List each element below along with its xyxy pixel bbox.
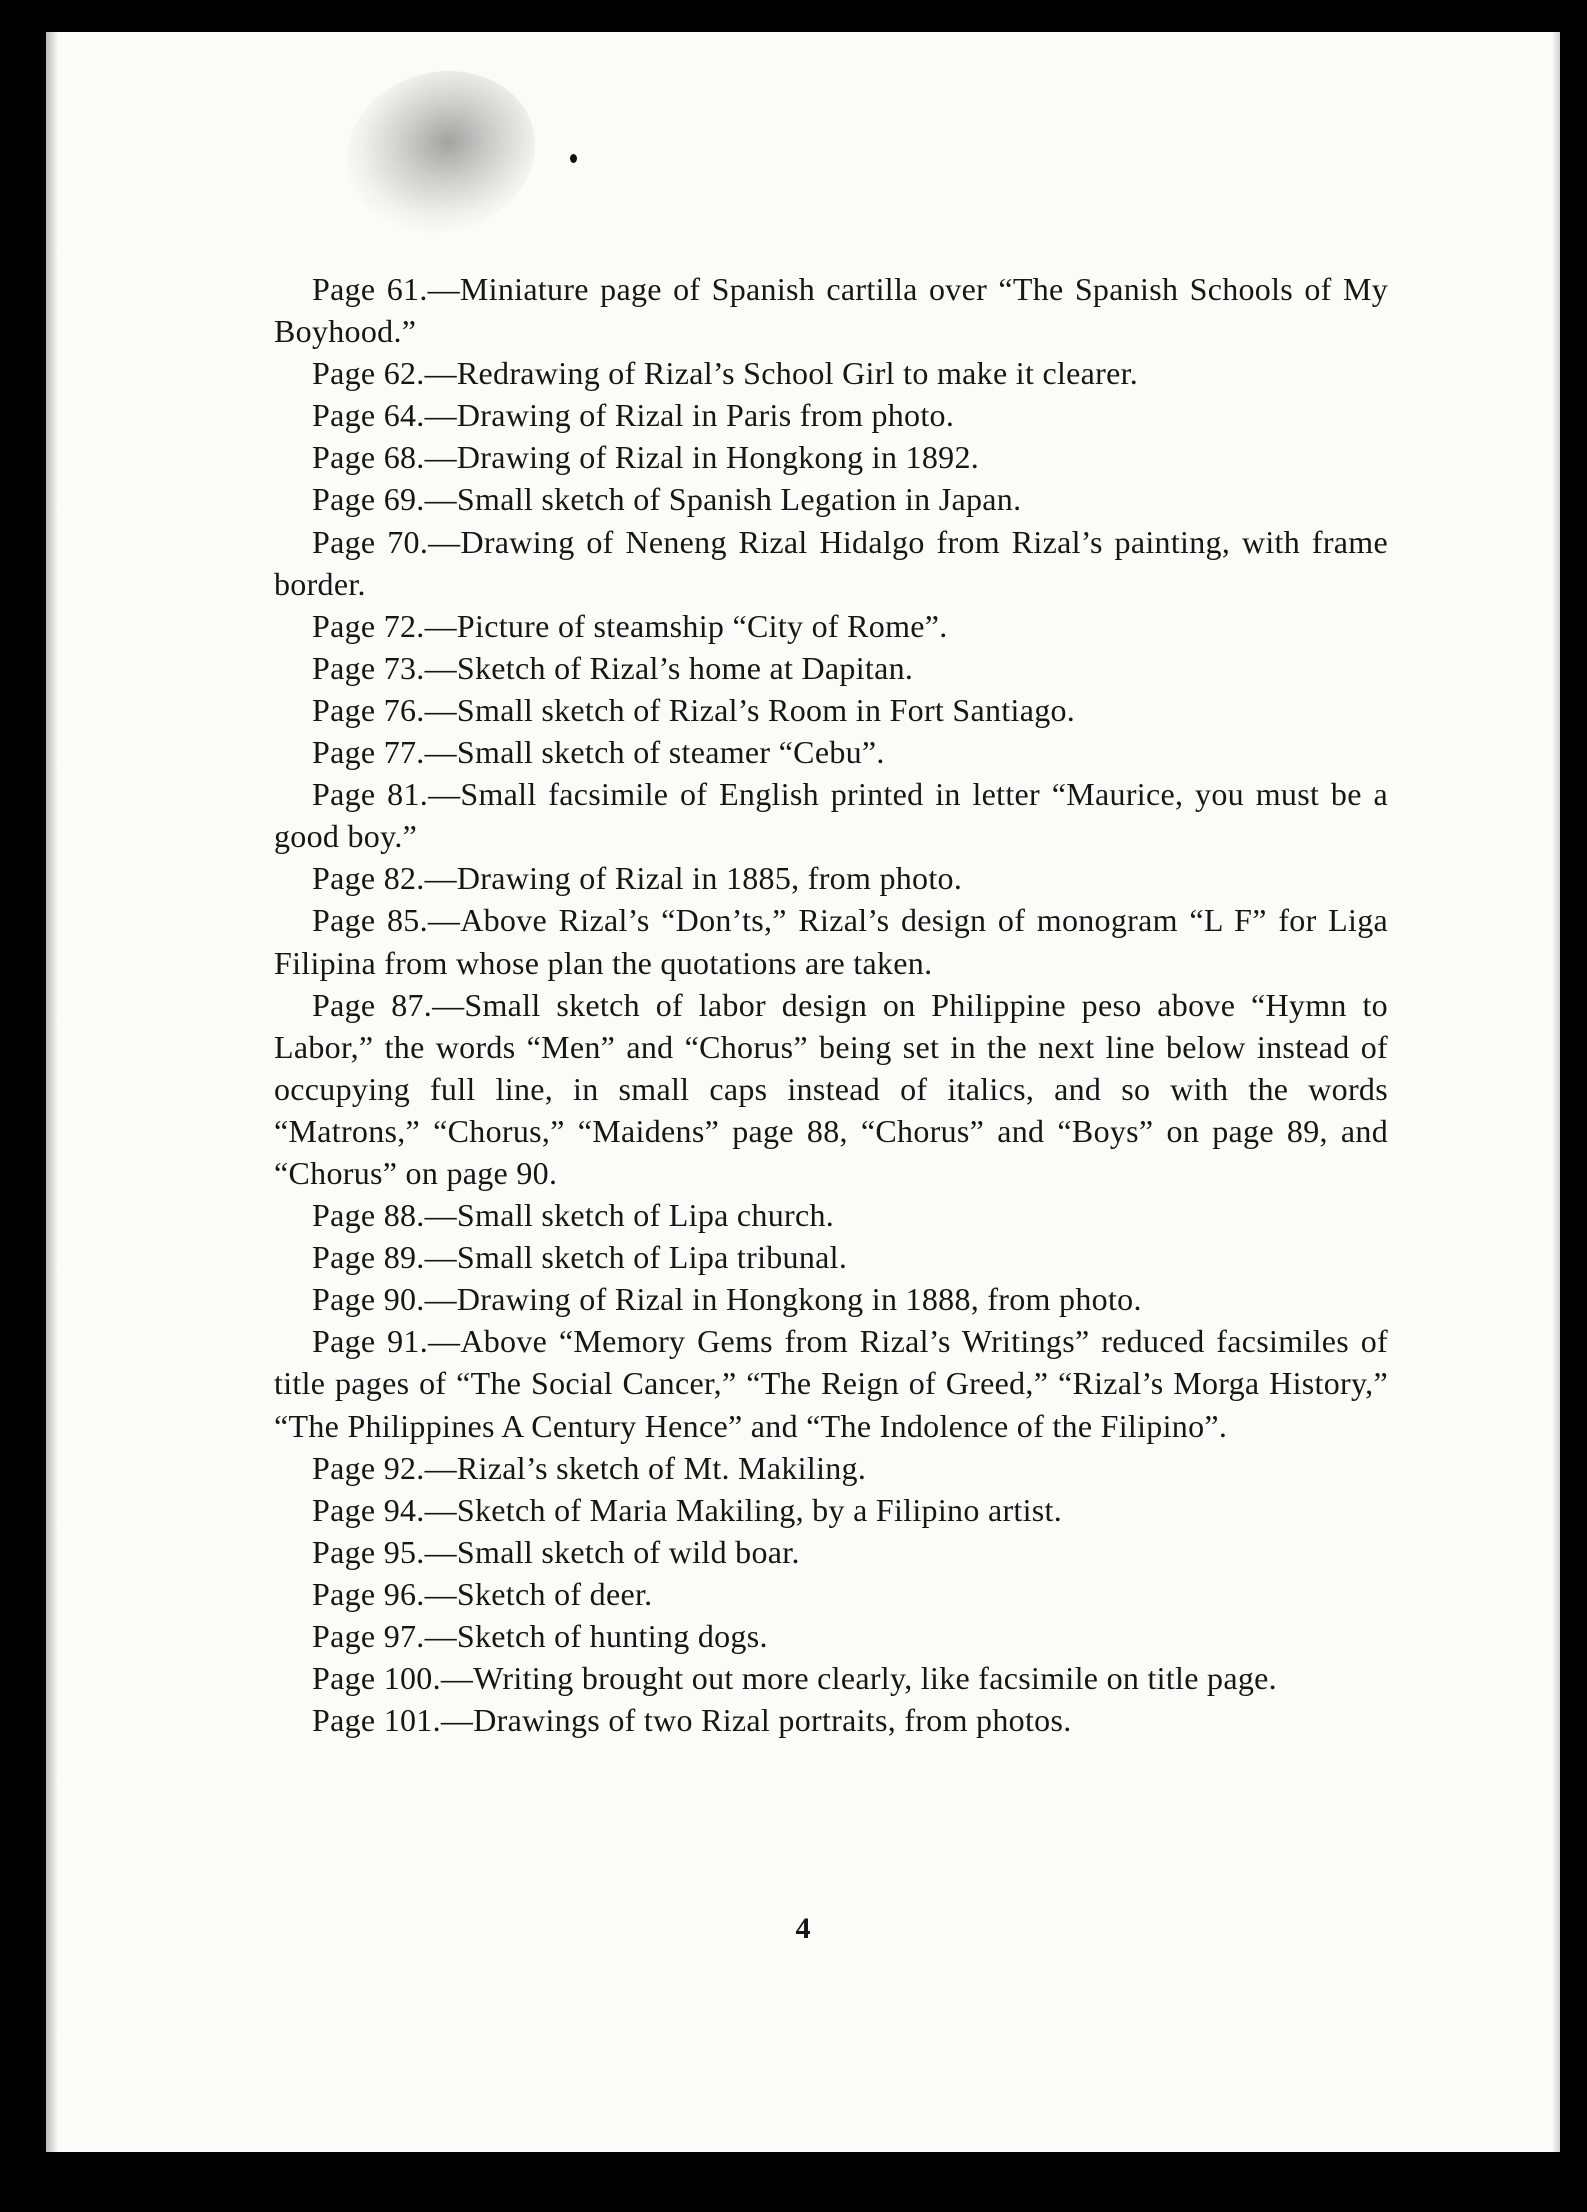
- list-item: Page 70.—Drawing of Neneng Rizal Hidalgo from Rizal’s painting, with frame border.: [274, 523, 1388, 602]
- list-item: Page 72.—Picture of steamship “City of Rome”.: [312, 607, 948, 644]
- list-item: Page 82.—Drawing of Rizal in 1885, from photo.: [312, 860, 963, 897]
- list-item: Page 62.—Redrawing of Rizal’s School Girl to make it clearer.: [312, 355, 1139, 392]
- list-item: Page 90.—Drawing of Rizal in Hongkong in 1888, from photo.: [312, 1281, 1142, 1318]
- list-item: Page 61.—Miniature page of Spanish cartilla over “The Spanish Schools of My Boyhood.”: [274, 271, 1388, 350]
- list-item: Page 73.—Sketch of Rizal’s home at Dapitan.: [312, 649, 914, 686]
- document-page: [46, 32, 1560, 2152]
- list-item: Page 91.—Above “Memory Gems from Rizal’s Writings” reduced facsimiles of title pages of “The Social Cancer,” “The Reign of Greed,” “Rizal’s Morga History,” “The Philippines A Century Hence” and “The Indolence of the Filipino”.: [274, 1323, 1388, 1444]
- list-item: Page 81.—Small facsimile of English printed in letter “Maurice, you must be a good boy.”: [274, 776, 1388, 855]
- list-item: Page 69.—Small sketch of Spanish Legation in Japan.: [312, 481, 1022, 518]
- ink-smudge: [329, 50, 554, 254]
- list-item: Page 97.—Sketch of hunting dogs.: [312, 1618, 768, 1654]
- scan-shadow-right: [1552, 32, 1560, 2152]
- list-item: Page 64.—Drawing of Rizal in Paris from photo.: [312, 397, 955, 434]
- page-number: 4: [795, 1912, 811, 1945]
- list-item: Page 100.—Writing brought out more clearly, like facsimile on title page.: [312, 1660, 1277, 1697]
- list-item: Page 87.—Small sketch of labor design on Philippine peso above “Hymn to Labor,” the words “Men” and “Chorus” being set in the next line below instead of occupying full line, in small caps instead of italics, and so with the words “Matrons,” “Chorus,” “Maidens” page 88, “Chorus” and “Boys” on page 89, and “Chorus” on page 90.: [274, 986, 1388, 1191]
- list-item: Page 95.—Small sketch of wild boar.: [312, 1533, 800, 1570]
- list-item: Page 101.—Drawings of two Rizal portraits, from photos.: [312, 1702, 1072, 1739]
- list-item: Page 89.—Small sketch of Lipa tribunal.: [312, 1239, 848, 1276]
- ink-speck: [570, 154, 577, 163]
- list-item: Page 92.—Rizal’s sketch of Mt. Makiling.: [312, 1449, 867, 1486]
- list-item: Page 88.—Small sketch of Lipa church.: [312, 1197, 835, 1234]
- illustration-list: [274, 268, 1388, 1741]
- list-item: Page 96.—Sketch of deer.: [312, 1575, 653, 1612]
- list-item: Page 77.—Small sketch of steamer “Cebu”.: [312, 734, 885, 771]
- list-item: Page 85.—Above Rizal’s “Don’ts,” Rizal’s design of monogram “L F” for Liga Filipina from whose plan the quotations are taken.: [274, 902, 1388, 981]
- scan-shadow-left: [46, 32, 58, 2152]
- list-item: Page 76.—Small sketch of Rizal’s Room in Fort Santiago.: [312, 691, 1076, 728]
- list-item: Page 94.—Sketch of Maria Makiling, by a Filipino artist.: [312, 1491, 1063, 1528]
- list-item: Page 68.—Drawing of Rizal in Hongkong in 1892.: [312, 439, 980, 476]
